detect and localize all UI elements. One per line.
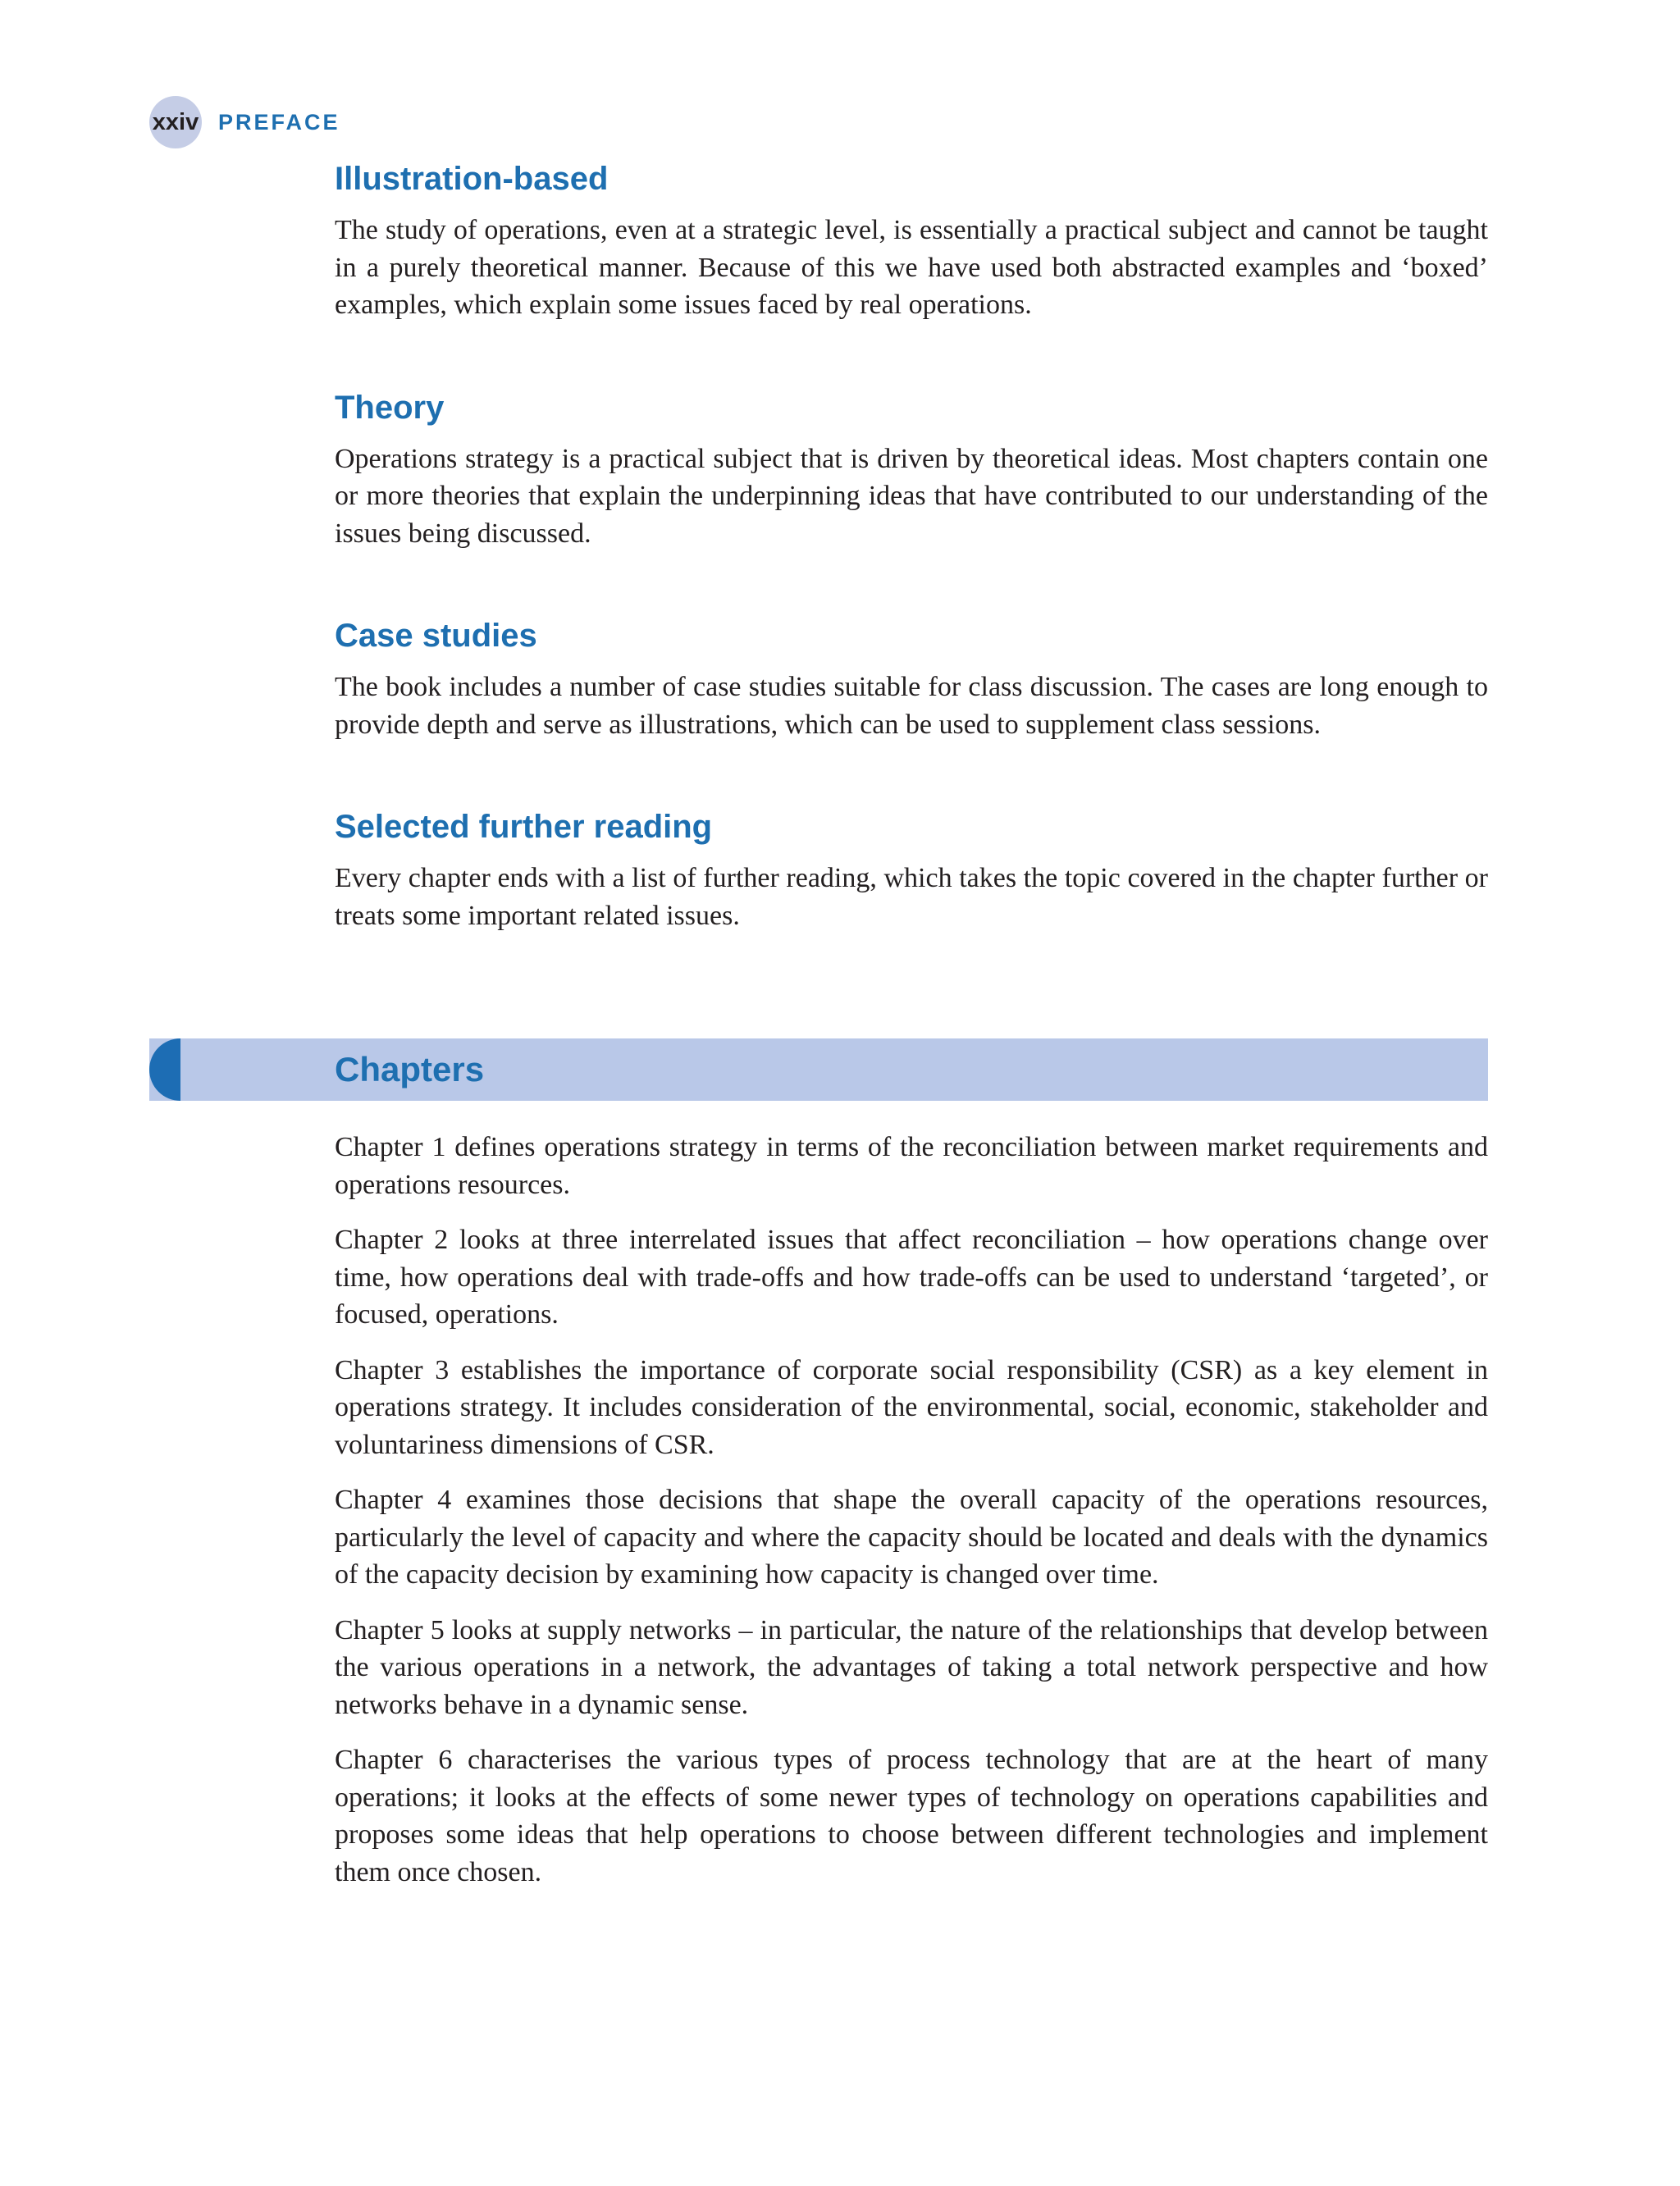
chapter-paragraph: Chapter 1 defines operations strategy in terms of the reconciliation between market requirements and operations resources. bbox=[335, 1132, 1488, 1200]
chapters-list bbox=[335, 1129, 1488, 1909]
section-further-reading bbox=[335, 804, 1488, 934]
section-heading: Illustration-based bbox=[335, 161, 609, 197]
running-head bbox=[149, 97, 340, 148]
chapter-paragraph: Chapter 6 characterises the various types of process technology that are at the heart of many operations; it looks at the effects of some newer types of technology on operations capabilities and proposes some ideas that help operations to choose between different technologies and implement them once chosen. bbox=[335, 1745, 1488, 1887]
chapters-heading-band bbox=[149, 1038, 1488, 1101]
preface-sections bbox=[335, 156, 1488, 995]
running-title: PREFACE bbox=[218, 109, 340, 135]
chapter-paragraph: Chapter 5 looks at supply networks – in particular, the nature of the relationships that develop between the various operations in a network, the advantages of taking a total network perspective and how networks behave in a dynamic sense. bbox=[335, 1614, 1488, 1720]
section-heading: Selected further reading bbox=[335, 809, 713, 845]
section-body: The study of operations, even at a strategic level, is essentially a practical subject and cannot be taught in a purely theoretical manner. Because of this we have used both abstracted examples and ‘boxed’ examples, which explain some issues faced by real operations. bbox=[335, 215, 1488, 320]
section-heading: Case studies bbox=[335, 618, 537, 654]
chapter-paragraph: Chapter 3 establishes the importance of corporate social responsibility (CSR) as a key element in operations strategy. It includes consideration of the environmental, social, economic, stakeholder and voluntariness dimensions of CSR. bbox=[335, 1354, 1488, 1460]
section-case-studies bbox=[335, 613, 1488, 743]
section-body: Every chapter ends with a list of further reading, which takes the topic covered in the chapter further or treats some important related issues. bbox=[335, 863, 1488, 931]
chapters-heading: Chapters bbox=[335, 1050, 485, 1088]
section-body: Operations strategy is a practical subject that is driven by theoretical ideas. Most chapters contain one or more theories that explain the underpinning ideas that have contributed to our understanding of the issues being discussed. bbox=[335, 443, 1488, 549]
chapter-paragraph: Chapter 4 examines those decisions that shape the overall capacity of the operations resources, particularly the level of capacity and where the capacity should be located and deals with the dynamics of the capacity decision by examining how capacity is changed over time. bbox=[335, 1485, 1488, 1590]
page-number: xxiv bbox=[149, 96, 202, 148]
section-theory bbox=[335, 385, 1488, 553]
section-illustration-based bbox=[335, 156, 1488, 324]
chapter-paragraph: Chapter 2 looks at three interrelated issues that affect reconciliation – how operations change over time, how operations deal with trade-offs and how trade-offs can be used to understand ‘targeted’, or focused, operations. bbox=[335, 1225, 1488, 1330]
section-heading: Theory bbox=[335, 389, 445, 426]
band-cap-shape bbox=[149, 1038, 180, 1101]
section-body: The book includes a number of case studies suitable for class discussion. The cases are long enough to provide depth and serve as illustrations, which can be used to supplement class sessions. bbox=[335, 672, 1488, 740]
